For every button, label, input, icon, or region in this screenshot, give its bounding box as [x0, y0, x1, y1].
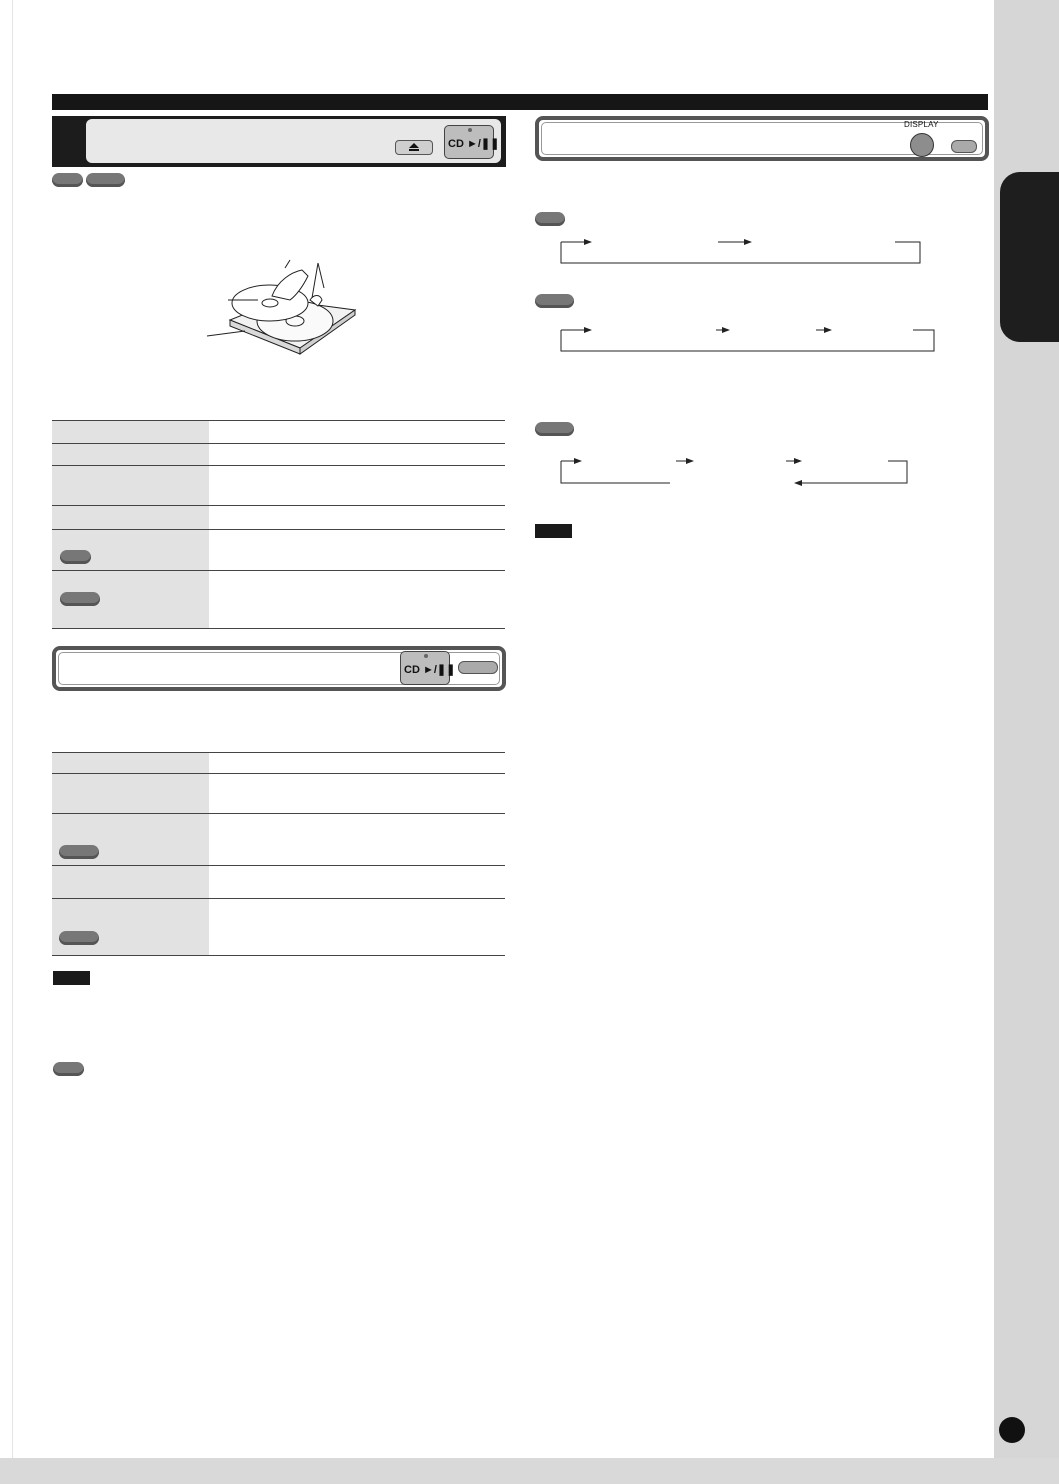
eject-icon	[409, 143, 419, 148]
table-row	[52, 898, 505, 955]
cd-play-pause-button[interactable]	[400, 651, 456, 685]
cd-play-pause-label: CD ►/❚❚	[448, 138, 500, 150]
page-margin-rule	[12, 0, 13, 1458]
display-button[interactable]	[910, 133, 934, 157]
disc-type-tag	[535, 212, 565, 226]
eject-button[interactable]	[395, 140, 433, 155]
play-mode-button[interactable]	[458, 661, 498, 674]
display-cycle-diagram	[558, 322, 938, 354]
disc-loading-illustration	[200, 258, 365, 363]
disc-type-tag	[59, 845, 99, 859]
disc-type-tag	[535, 422, 574, 436]
indicator-dot-icon	[424, 654, 428, 658]
chapter-tab[interactable]	[1000, 172, 1059, 342]
table-row	[52, 465, 505, 505]
note-label-box	[53, 971, 90, 985]
page-number-badge	[999, 1417, 1025, 1443]
table-row	[52, 505, 505, 529]
cd-play-pause-label: CD ►/❚❚	[404, 664, 456, 676]
table-row	[52, 773, 505, 813]
disc-type-tag	[52, 173, 83, 187]
disc-type-tag	[59, 931, 99, 945]
disc-type-tag	[86, 173, 125, 187]
disc-type-tag	[53, 1062, 84, 1076]
indicator-dot-icon	[468, 128, 472, 132]
eject-icon-bar	[409, 149, 419, 151]
note-label-box	[535, 524, 572, 538]
table-row	[52, 443, 505, 465]
table-row	[52, 529, 505, 570]
table-end-rule	[52, 628, 505, 629]
table-end-rule	[52, 955, 505, 956]
footer-strip	[0, 1458, 1059, 1484]
table-row	[52, 420, 505, 443]
play-section-title-panel	[86, 119, 501, 163]
page-header-bar	[52, 94, 988, 110]
table-row	[52, 865, 505, 898]
display-cycle-diagram	[558, 455, 910, 487]
display-button-label: DISPLAY	[904, 120, 939, 129]
display-cycle-diagram	[558, 236, 924, 266]
table-row	[52, 570, 505, 628]
disc-type-tag	[60, 592, 100, 606]
disc-type-tag	[535, 294, 574, 308]
table-row	[52, 813, 505, 865]
remote-button[interactable]	[951, 140, 977, 153]
table-row	[52, 752, 505, 773]
cd-play-pause-button[interactable]	[444, 125, 500, 159]
disc-type-tag	[60, 550, 91, 564]
